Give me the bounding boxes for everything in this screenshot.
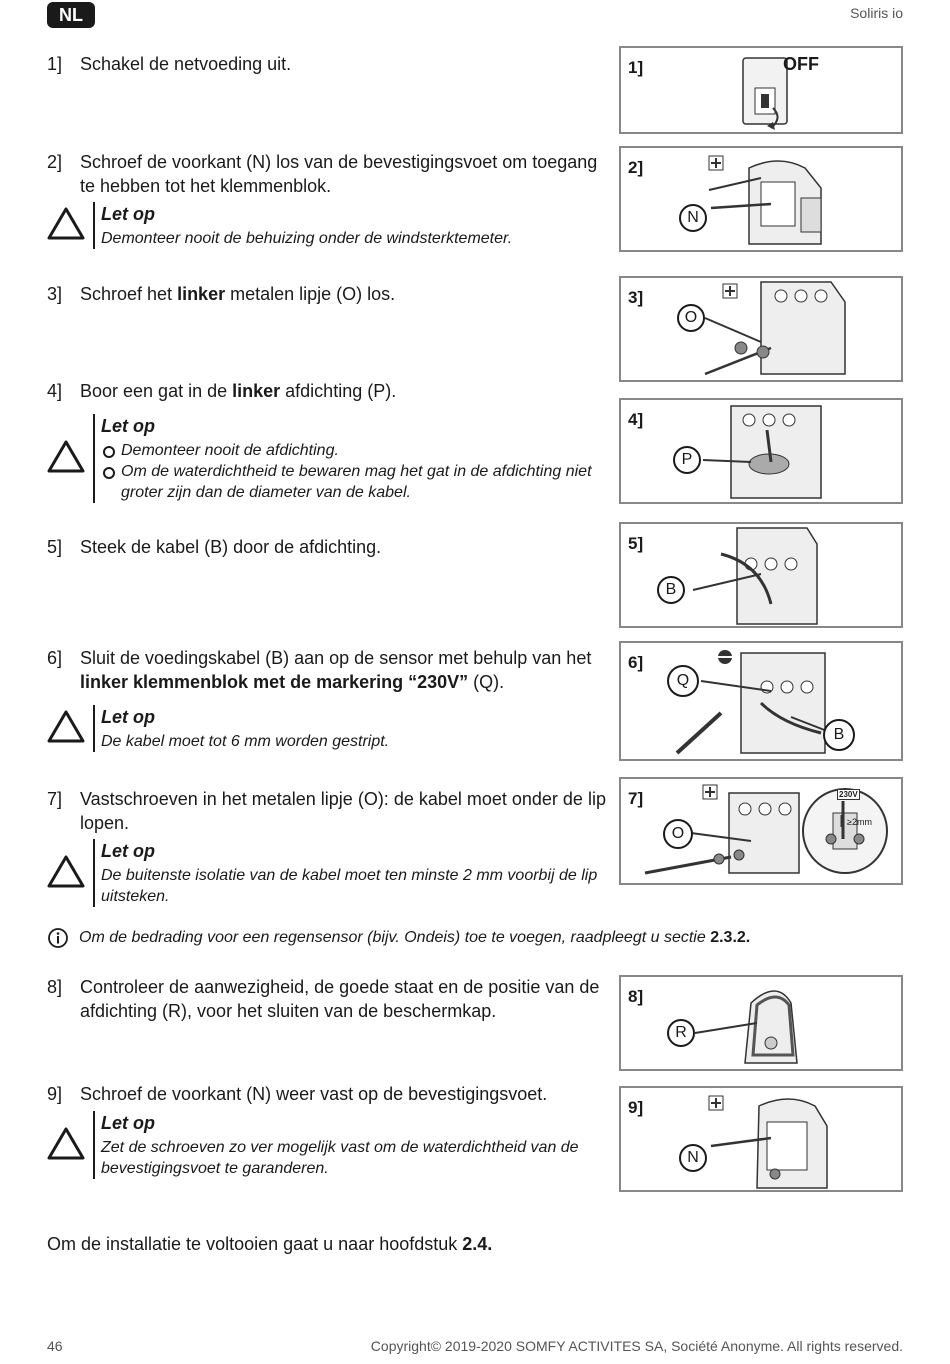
copyright: Copyright© 2019-2020 SOMFY ACTIVITES SA, Société Anonyme. All rights reserved.: [370, 1338, 903, 1354]
figure-label: 5]: [628, 534, 644, 553]
step-number: 3]: [47, 284, 63, 304]
note-step-2: [47, 202, 607, 249]
front-cover-illustration: [621, 148, 903, 252]
cover-seal-illustration: [621, 977, 903, 1071]
figure-label: 9]: [628, 1098, 644, 1117]
step-number: 1]: [47, 54, 63, 74]
note-step-6: [47, 705, 607, 752]
step-text: Schroef de voorkant (N) weer vast op de bevestigingsvoet.: [80, 1084, 548, 1104]
metal-lip-illustration: [621, 278, 903, 382]
note-heading: Let op: [101, 707, 155, 727]
step-9: [47, 1082, 607, 1106]
step-text: Sluit de voedingskabel (B) aan op de sensor met behulp van het: [80, 648, 592, 668]
step-number: 2]: [47, 152, 63, 172]
figure-label: 1]: [628, 58, 644, 77]
note-text: Zet de schroeven zo ver mogelijk vast om de waterdichtheid van de bevestigingsvoet te garanderen.: [101, 1139, 579, 1177]
figure-label: 6]: [628, 653, 644, 672]
figure-label: 8]: [628, 987, 644, 1006]
figure-label: 4]: [628, 410, 644, 429]
note-step-4: [47, 414, 607, 503]
step-text: Vastschroeven in het metalen lipje (O): de kabel moet onder de lip lopen.: [80, 789, 606, 833]
chapter-reference: 2.4.: [462, 1234, 493, 1254]
warning-triangle-icon: [47, 854, 93, 893]
step-5: [47, 535, 607, 559]
step-text: Schakel de netvoeding uit.: [80, 54, 292, 74]
figure-6: [619, 641, 903, 761]
gap-label: ≥2mm: [847, 817, 872, 827]
figure-8: [619, 975, 903, 1071]
step-number: 6]: [47, 648, 63, 668]
step-text: metalen lipje (O) los.: [225, 284, 396, 304]
note-text: De kabel moet tot 6 mm worden gestript.: [101, 733, 390, 750]
seal-illustration: [621, 400, 903, 504]
callout-n: N: [679, 204, 707, 232]
warning-triangle-icon: [47, 709, 93, 748]
warning-triangle-icon: [47, 206, 93, 245]
reattach-cover-illustration: [621, 1088, 903, 1192]
step-number: 8]: [47, 977, 63, 997]
info-icon: [47, 927, 69, 949]
section-reference: 2.3.2.: [710, 929, 751, 946]
note-step-7: [47, 839, 607, 907]
step-6: [47, 646, 607, 694]
note-heading: Let op: [101, 204, 155, 224]
callout-o: O: [677, 304, 705, 332]
step-text: (Q).: [468, 672, 505, 692]
circuit-breaker-illustration: [621, 48, 903, 134]
note-bullet: Om de waterdichtheid te bewaren mag het gat in de afdichting niet groter zijn dan de diameter van de kabel.: [101, 461, 607, 503]
step-number: 7]: [47, 789, 63, 809]
callout-b: B: [823, 719, 855, 751]
figure-label: 7]: [628, 789, 644, 808]
callout-o: O: [663, 819, 693, 849]
callout-n: N: [679, 1144, 707, 1172]
step-text-bold: linker klemmenblok met de markering “230V”: [80, 672, 469, 692]
callout-q: Q: [667, 665, 699, 697]
warning-triangle-icon: [47, 439, 93, 478]
note-text: De buitenste isolatie van de kabel moet ten minste 2 mm voorbij de lip uitsteken.: [101, 867, 598, 905]
step-1: [47, 52, 607, 76]
closing-line: [47, 1234, 492, 1255]
step-4: [47, 379, 607, 403]
step-text: Controleer de aanwezigheid, de goede staat en de positie van de afdichting (R), voor het sluiten van de beschermkap.: [80, 977, 600, 1021]
off-label: OFF: [783, 54, 819, 74]
step-2: [47, 150, 607, 198]
language-badge: NL: [47, 2, 95, 28]
figure-5: [619, 522, 903, 628]
note-heading: Let op: [101, 416, 155, 436]
step-3: [47, 282, 607, 306]
note-heading: Let op: [101, 841, 155, 861]
step-number: 9]: [47, 1084, 63, 1104]
step-7: [47, 787, 607, 835]
figure-4: [619, 398, 903, 504]
figure-1: [619, 46, 903, 134]
step-number: 5]: [47, 537, 63, 557]
product-name: Soliris io: [850, 5, 903, 21]
step-text: Steek de kabel (B) door de afdichting.: [80, 537, 382, 557]
figure-label: 3]: [628, 288, 644, 307]
note-bullet: Demonteer nooit de afdichting.: [101, 440, 607, 461]
step-text-bold: linker: [232, 381, 281, 401]
step-text: afdichting (P).: [280, 381, 397, 401]
voltage-label: 230V: [839, 790, 858, 799]
figure-2: [619, 146, 903, 252]
callout-b: B: [657, 576, 685, 604]
info-text: Om de bedrading voor een regensensor (bijv. Ondeis) toe te voegen, raadpleegt u sectie: [79, 929, 706, 946]
figure-3: [619, 276, 903, 382]
step-text: Schroef de voorkant (N) los van de bevestigingsvoet om toegang te hebben tot het klemmenblok.: [80, 152, 598, 196]
note-text: Demonteer nooit de behuizing onder de windsterktemeter.: [101, 230, 513, 247]
note-heading: Let op: [101, 1113, 155, 1133]
step-text: Schroef het: [80, 284, 178, 304]
step-text: Boor een gat in de: [80, 381, 233, 401]
info-line: [47, 927, 750, 949]
note-step-9: [47, 1111, 607, 1179]
step-8: [47, 975, 607, 1023]
warning-triangle-icon: [47, 1126, 93, 1165]
callout-p: P: [673, 446, 701, 474]
figure-9: [619, 1086, 903, 1192]
terminal-block-illustration: [621, 643, 903, 761]
figure-label: 2]: [628, 158, 644, 177]
closing-text: Om de installatie te voltooien gaat u naar hoofdstuk: [47, 1234, 463, 1254]
cable-through-seal-illustration: [621, 524, 903, 628]
step-number: 4]: [47, 381, 63, 401]
step-text-bold: linker: [177, 284, 226, 304]
page-number: 46: [47, 1338, 63, 1354]
figure-7: [619, 777, 903, 885]
callout-r: R: [667, 1019, 695, 1047]
